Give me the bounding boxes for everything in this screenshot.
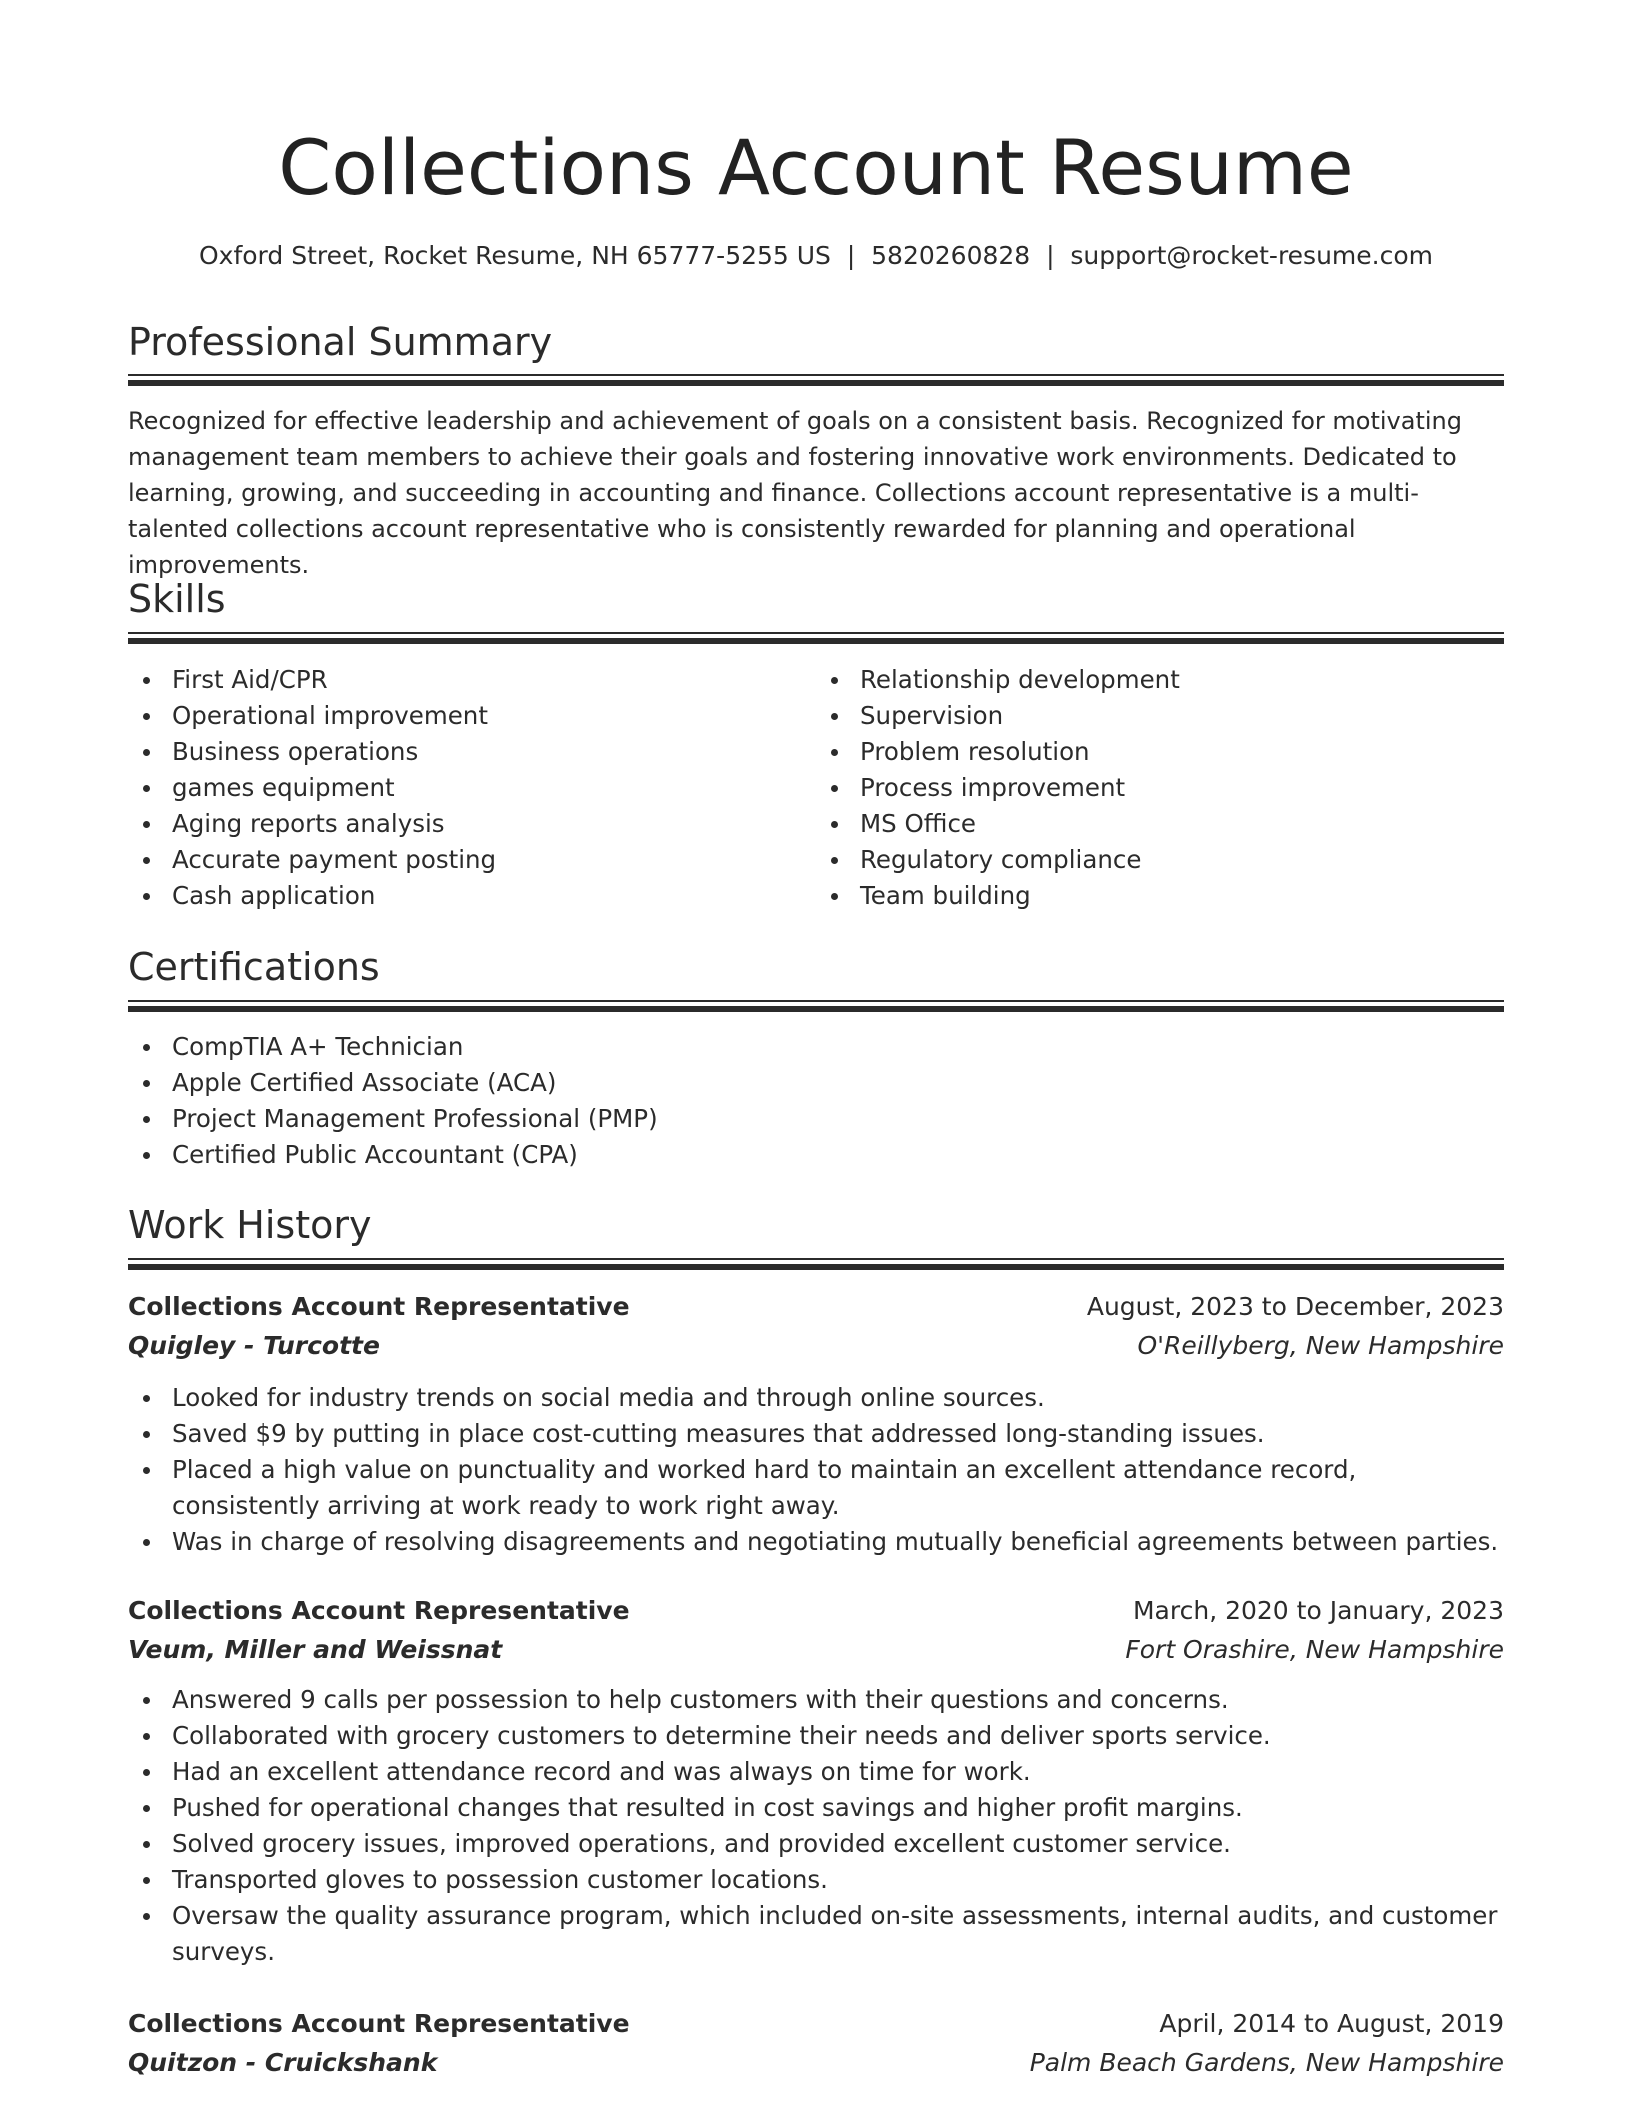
skills-section	[128, 575, 1504, 910]
job-title: Collections Account Representative	[128, 2009, 630, 2038]
skill-item: First Aid/CPR	[172, 662, 816, 698]
job-header-row	[128, 1288, 1504, 1326]
section-divider-thick	[128, 1006, 1504, 1012]
skill-item: Accurate payment posting	[172, 842, 816, 878]
certifications-section	[128, 943, 1504, 1169]
job-title: Collections Account Representative	[128, 1596, 630, 1625]
skill-item: Aging reports analysis	[172, 806, 816, 842]
job-bullet: Placed a high value on punctuality and worked hard to maintain an excellent attendance record, consistently arriving at work ready to work right away.	[172, 1452, 1504, 1524]
job-bullet: Looked for industry trends on social media and through online sources.	[172, 1380, 1504, 1416]
job-entry	[128, 1592, 1504, 1970]
skill-item: Business operations	[172, 734, 816, 770]
skill-item: Cash application	[172, 878, 816, 914]
job-dates: August, 2023 to December, 2023	[1086, 1292, 1504, 1321]
summary-heading: Professional Summary	[128, 320, 553, 364]
skill-item: Process improvement	[860, 770, 1504, 806]
job-bullets	[128, 1682, 1504, 1970]
skill-item: Relationship development	[860, 662, 1504, 698]
work-history-section	[128, 1201, 1504, 1249]
job-bullet: Pushed for operational changes that resulted in cost savings and higher profit margins.	[172, 1790, 1504, 1826]
section-divider-thick	[128, 380, 1504, 386]
skills-columns	[128, 662, 1504, 914]
work-history-heading: Work History	[128, 1203, 372, 1247]
summary-text: Recognized for effective leadership and achievement of goals on a consistent basis. Recognized for motivating management team members to achieve their goals and fostering innovative work environments. Dedicated to learning, growing, and succeeding in accounting and finance. Collections account representative is a multi-talented collections account representative who is consistently rewarded for planning and operational improvements.	[128, 407, 1462, 579]
job-dates: April, 2014 to August, 2019	[1159, 2009, 1504, 2038]
section-divider-thick	[128, 1264, 1504, 1270]
certification-item: Certified Public Accountant (CPA)	[172, 1137, 1504, 1173]
job-location: Fort Orashire, New Hampshire	[1125, 1635, 1504, 1664]
section-divider-thick	[128, 638, 1504, 644]
resume-name: Collections Account Resume	[278, 123, 1354, 212]
job-bullet: Oversaw the quality assurance program, which included on-site assessments, internal audits, and customer surveys.	[172, 1898, 1504, 1970]
skills-list-right	[816, 662, 1504, 914]
job-bullet: Saved $9 by putting in place cost-cutting measures that addressed long-standing issues.	[172, 1416, 1504, 1452]
certification-item: Apple Certified Associate (ACA)	[172, 1065, 1504, 1101]
job-entry	[128, 2005, 1504, 2083]
job-bullet: Was in charge of resolving disagreements and negotiating mutually beneficial agreements between parties.	[172, 1524, 1504, 1560]
skill-item: Supervision	[860, 698, 1504, 734]
job-subheader-row	[128, 2043, 1504, 2083]
section-divider-thin	[128, 374, 1504, 376]
job-location: O'Reillyberg, New Hampshire	[1137, 1331, 1504, 1360]
certifications-heading: Certifications	[128, 945, 380, 989]
certification-item: Project Management Professional (PMP)	[172, 1101, 1504, 1137]
job-bullet: Collaborated with grocery customers to determine their needs and deliver sports service.	[172, 1718, 1504, 1754]
job-dates: March, 2020 to January, 2023	[1132, 1596, 1504, 1625]
certification-item: CompTIA A+ Technician	[172, 1029, 1504, 1065]
job-bullet: Had an excellent attendance record and was always on time for work.	[172, 1754, 1504, 1790]
job-bullets	[128, 1380, 1504, 1560]
job-entry	[128, 1288, 1504, 1560]
certifications-list	[128, 1029, 1504, 1173]
section-divider-thin	[128, 1258, 1504, 1260]
job-subheader-row	[128, 1630, 1504, 1670]
job-title: Collections Account Representative	[128, 1292, 630, 1321]
job-company: Veum, Miller and Weissnat	[128, 1635, 503, 1664]
skills-heading: Skills	[128, 577, 226, 621]
job-company: Quigley - Turcotte	[128, 1331, 380, 1360]
job-bullet: Answered 9 calls per possession to help customers with their questions and concerns.	[172, 1682, 1504, 1718]
skill-item: MS Office	[860, 806, 1504, 842]
job-bullet: Transported gloves to possession customer locations.	[172, 1862, 1504, 1898]
contact-line: Oxford Street, Rocket Resume, NH 65777-5255 US | 5820260828 | support@rocket-resume.com	[198, 241, 1434, 270]
skill-item: Regulatory compliance	[860, 842, 1504, 878]
summary-section	[128, 318, 1504, 579]
job-header-row	[128, 1592, 1504, 1630]
job-company: Quitzon - Cruickshank	[128, 2048, 438, 2077]
section-divider-thin	[128, 632, 1504, 634]
skill-item: Problem resolution	[860, 734, 1504, 770]
skills-list-left	[128, 662, 816, 914]
skill-item: Operational improvement	[172, 698, 816, 734]
job-location: Palm Beach Gardens, New Hampshire	[1029, 2048, 1504, 2077]
skill-item: games equipment	[172, 770, 816, 806]
section-divider-thin	[128, 1000, 1504, 1002]
job-header-row	[128, 2005, 1504, 2043]
skill-item: Team building	[860, 878, 1504, 914]
job-subheader-row	[128, 1326, 1504, 1366]
job-bullet: Solved grocery issues, improved operations, and provided excellent customer service.	[172, 1826, 1504, 1862]
